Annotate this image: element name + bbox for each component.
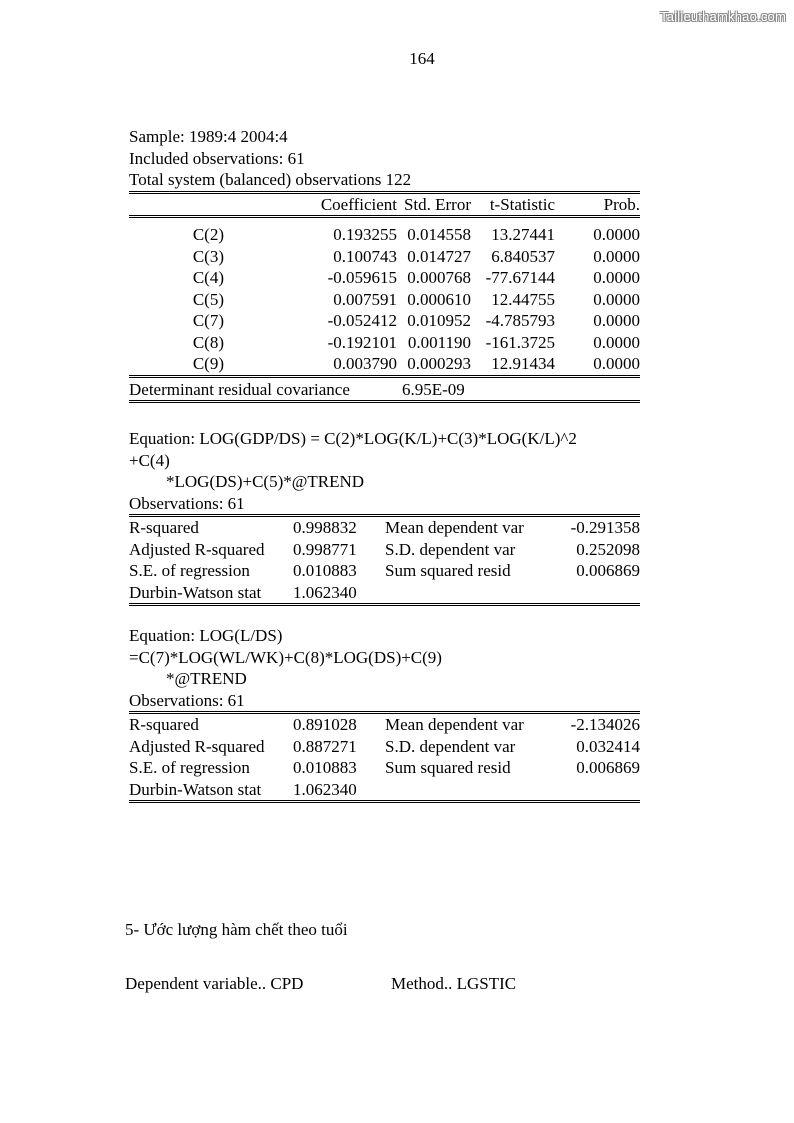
header-std-error: Std. Error xyxy=(403,194,471,214)
equation-1-line-1: Equation: LOG(GDP/DS) = C(2)*LOG(K/L)+C(3)*LOG(K/L)^2 xyxy=(129,429,577,448)
header-t-statistic: t-Statistic xyxy=(489,194,555,214)
dependent-variable-line: Dependent variable.. CPD xyxy=(125,974,304,993)
equation-1-output xyxy=(129,428,640,606)
table-row: R-squared 0.891028 Mean dependent var -2.134026 xyxy=(129,715,640,734)
table-row: C(2) 0.193255 0.014558 13.27441 0.0000 xyxy=(192,225,640,244)
coefficient-table xyxy=(129,194,640,378)
page-number: 164 xyxy=(409,49,435,68)
equation-2-line-2: =C(7)*LOG(WL/WK)+C(8)*LOG(DS)+C(9) xyxy=(129,647,442,667)
equation-1-line-2: +C(4) xyxy=(129,450,170,470)
equation-2-observations: Observations: 61 xyxy=(129,690,640,715)
equation-1-stats-table xyxy=(129,517,640,606)
section-5-heading: 5- Ước lượng hàm chết theo tuổi xyxy=(125,920,348,939)
table-row: C(9) 0.003790 0.000293 12.91434 0.0000 xyxy=(129,353,640,376)
header-prob: Prob. xyxy=(603,194,640,214)
determinant-residual-covariance xyxy=(129,379,640,404)
table-row: C(4) -0.059615 0.000768 -77.67144 0.0000 xyxy=(192,268,640,287)
equation-2-line-1: Equation: LOG(L/DS) xyxy=(129,626,283,645)
coefficient-table-header xyxy=(129,194,640,217)
header-coefficient: Coefficient xyxy=(320,194,397,214)
determinant-value: 6.95E-09 xyxy=(402,379,465,399)
equation-2-stats-table xyxy=(129,714,640,803)
table-row: Durbin-Watson stat 1.062340 xyxy=(129,779,357,799)
table-row: Durbin-Watson stat 1.062340 xyxy=(129,582,357,602)
watermark: Tailieuthamkhao.com xyxy=(660,9,786,24)
included-observations-line: Included observations: 61 xyxy=(129,148,305,168)
determinant-label: Determinant residual covariance xyxy=(129,379,350,399)
equation-1-line-3: *LOG(DS)+C(5)*@TREND xyxy=(166,472,365,491)
system-estimation-output xyxy=(129,126,640,403)
equation-2-line-3: *@TREND xyxy=(166,669,247,688)
equation-1-observations: Observations: 61 xyxy=(129,493,640,518)
table-row: S.E. of regression 0.010883 Sum squared resid 0.006869 xyxy=(129,561,640,580)
table-row: Adjusted R-squared 0.998771 S.D. dependent var 0.252098 xyxy=(129,539,640,559)
total-observations-line: Total system (balanced) observations 122 xyxy=(129,169,640,194)
table-row: C(5) 0.007591 0.000610 12.44755 0.0000 xyxy=(192,289,640,309)
sample-line: Sample: 1989:4 2004:4 xyxy=(129,127,288,146)
table-row: S.E. of regression 0.010883 Sum squared resid 0.006869 xyxy=(129,758,640,777)
table-row: C(3) 0.100743 0.014727 6.840537 0.0000 xyxy=(192,246,640,266)
equation-2-output xyxy=(129,625,640,803)
method-line: Method.. LGSTIC xyxy=(391,974,517,993)
table-row: C(8) -0.192101 0.001190 -161.3725 0.0000 xyxy=(192,332,640,352)
table-row: C(7) -0.052412 0.010952 -4.785793 0.0000 xyxy=(192,311,640,330)
table-row: Adjusted R-squared 0.887271 S.D. dependent var 0.032414 xyxy=(129,736,640,756)
table-row: R-squared 0.998832 Mean dependent var -0.291358 xyxy=(129,518,640,537)
